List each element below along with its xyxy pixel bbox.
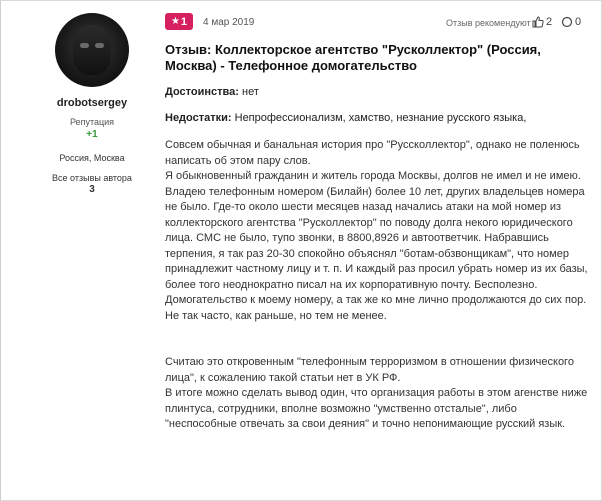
reputation-label: Репутация	[69, 117, 115, 127]
review-paragraph: В итоге можно сделать вывод один, что организация работы в этом агенстве ниже плинтуса, сотрудники, вполне возможно "умственно отсталые", либо "неспособные отвечать за свои деяния" и точно непонимающие русский язык.	[165, 387, 588, 430]
pros-value: нет	[242, 86, 259, 98]
comment-button[interactable]	[561, 16, 581, 28]
pros-row	[165, 86, 259, 98]
cons-label: Недостатки:	[165, 112, 232, 124]
paragraph-gap	[165, 324, 590, 340]
rating-badge	[165, 13, 193, 30]
review-date: 4 мар 2019	[203, 17, 255, 28]
all-reviews-count: 3	[89, 184, 95, 195]
pros-label: Достоинства:	[165, 86, 239, 98]
reputation-value: +1	[86, 129, 98, 140]
author-location: Россия, Москва	[59, 153, 125, 163]
cons-value: Непрофессионализм, хамство, незнание русского языка,	[234, 112, 527, 124]
avatar-face	[73, 25, 111, 75]
review-paragraph: Совсем обычная и банальная история про "Руссколлектор", однако не поленюсь написать об этом пару слов.	[165, 139, 580, 167]
avatar[interactable]	[55, 13, 129, 87]
review-title[interactable]: Отзыв: Коллекторское агентство "Русколлектор" (Россия, Москва) - Телефонное домогательство	[165, 42, 541, 73]
comment-icon	[561, 16, 573, 28]
all-reviews-link[interactable]: Все отзывы автора	[52, 173, 132, 183]
like-button[interactable]	[532, 16, 552, 28]
like-count: 2	[546, 16, 553, 28]
paragraph-gap	[165, 340, 590, 356]
comment-count: 0	[575, 16, 582, 28]
review-body	[165, 138, 590, 433]
author-username[interactable]: drobotsergey	[56, 97, 128, 109]
avatar-eye-right	[95, 43, 104, 48]
thumbs-up-icon	[532, 16, 544, 28]
avatar-eye-left	[80, 43, 89, 48]
rating-value: 1	[180, 15, 188, 28]
cons-row	[165, 112, 526, 124]
review-paragraph: Я обыкновенный гражданин и житель города Москвы, долгов не имел и не имею. Владею телефонным номером (Билайн) более 10 лет, других владельцев номера не было. Где-то около шести месяцев назад начались атаки на мой номер из коллекторского агентства "Русколлектор" по поводу долга некого юридического лица. СМС не было, тупо звонки, в 8800,8926 и автоответчик. Набравшись терпения, я так раз 20-30 спокойно объяснял "ботам-обзвонщикам", что номер принадлежит частному лицу и т. п. И каждый раз просил убрать номер из их базы, более того неоднократно писал на их корпоративную почту. Бесполезно. Домогательство к моему номеру, а так же ко мне лично продолжаются до сих пор. Не так часто, как раньше, но тем не менее.	[165, 170, 588, 322]
star-icon: ★	[170, 16, 180, 27]
review-paragraph: Считаю это откровенным "телефонным терроризмом в отношении физического лица", к сожалению такой статьи нет в УК РФ.	[165, 356, 574, 384]
recommends-label: Отзыв рекомендуют	[446, 18, 531, 28]
